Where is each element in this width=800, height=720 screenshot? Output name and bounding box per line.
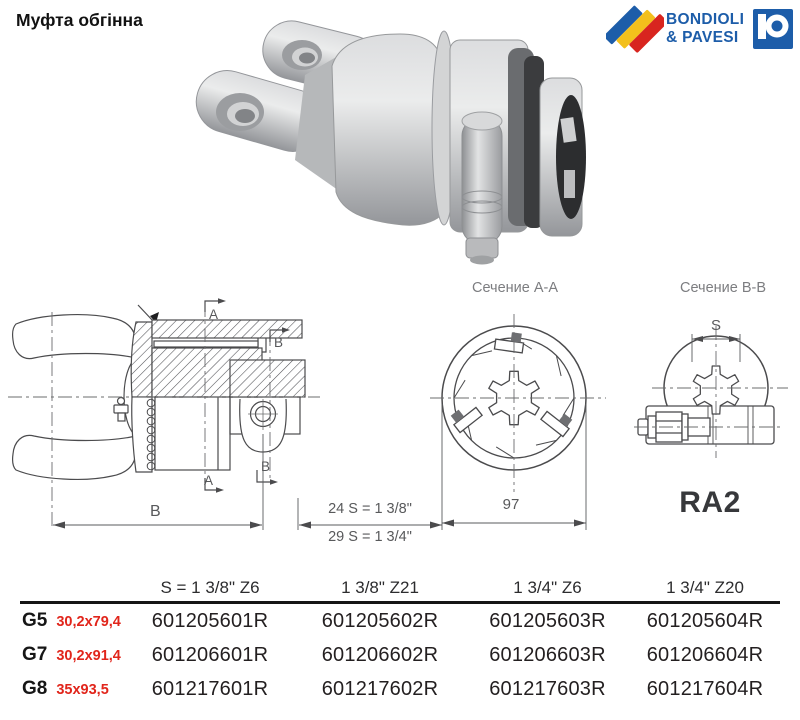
brand-logomark-icon (753, 9, 793, 49)
table-row (20, 604, 780, 638)
part-number: 601205604R (646, 609, 764, 632)
release-pin (462, 112, 502, 265)
brand-name (666, 11, 744, 47)
splined-hub (540, 78, 586, 236)
section-aa-label: Сечение A-A (471, 280, 559, 296)
row-model: G8 (22, 678, 48, 699)
cross-section-view (8, 298, 442, 545)
row-model: G5 (22, 610, 48, 631)
pawl-lower-left (448, 400, 482, 432)
fork-arm-lower (13, 435, 136, 479)
section-bb-label: Сечение B-B (679, 280, 767, 296)
dim-97-label: 97 (502, 496, 520, 513)
pawl-top (494, 330, 524, 353)
table-row (20, 672, 780, 706)
part-number: 601205602R (321, 609, 439, 632)
part-number: 601205603R (489, 609, 606, 632)
page-title: Муфта обгінна (16, 10, 143, 30)
row-size: 35x93,5 (56, 682, 109, 698)
table-header-row (20, 578, 780, 604)
part-number: 601217602R (321, 677, 439, 700)
row-model: G7 (22, 644, 48, 665)
section-bb-view (634, 317, 788, 458)
col-header-1: S = 1 3/8" Z6 (160, 578, 260, 597)
col-header-4: 1 3/4" Z20 (666, 578, 744, 597)
brand-mark-icon (606, 5, 664, 59)
parts-table (20, 578, 780, 706)
retainer-rod (154, 341, 258, 347)
table-header-empty (20, 578, 125, 598)
part-number: 601205601R (151, 609, 269, 632)
row-size: 30,2x91,4 (56, 648, 121, 664)
marker-b-top-label: B (274, 335, 284, 350)
dim-29-label: 29 S = 1 3/4" (328, 529, 412, 545)
part-number: 601217604R (646, 677, 764, 700)
fork-arm-upper (13, 315, 136, 359)
dim-s-label: S (710, 317, 722, 334)
technical-drawings (0, 278, 800, 568)
clutch-body (295, 31, 544, 232)
row-size: 30,2x79,4 (56, 614, 121, 630)
brand-name-line2: & PAVESI (666, 29, 739, 46)
part-number: 601206602R (321, 643, 439, 666)
col-header-2: 1 3/8" Z21 (341, 578, 419, 597)
part-number: 601217603R (489, 677, 606, 700)
model-code: RA2 (679, 486, 741, 519)
part-number: 601206601R (151, 643, 269, 666)
marker-a-top-label: A (209, 307, 219, 322)
dim-24-label: 24 S = 1 3/8" (328, 501, 412, 517)
part-number: 601217601R (151, 677, 269, 700)
part-number: 601206603R (489, 643, 606, 666)
brand-name-line1: BONDIOLI (666, 11, 745, 28)
marker-a-bottom-label: A (204, 473, 214, 488)
marker-b-bottom-label: B (261, 459, 271, 474)
housing-band-hatched (230, 360, 305, 397)
clutch-3d-render (195, 5, 600, 270)
section-aa-view (430, 314, 606, 530)
hub-flange-hatched (131, 322, 152, 397)
part-number: 601206604R (646, 643, 764, 666)
col-header-3: 1 3/4" Z6 (513, 578, 582, 597)
dim-b-label: B (150, 503, 161, 520)
pawl-lower-right (541, 404, 575, 436)
table-row (20, 638, 780, 672)
